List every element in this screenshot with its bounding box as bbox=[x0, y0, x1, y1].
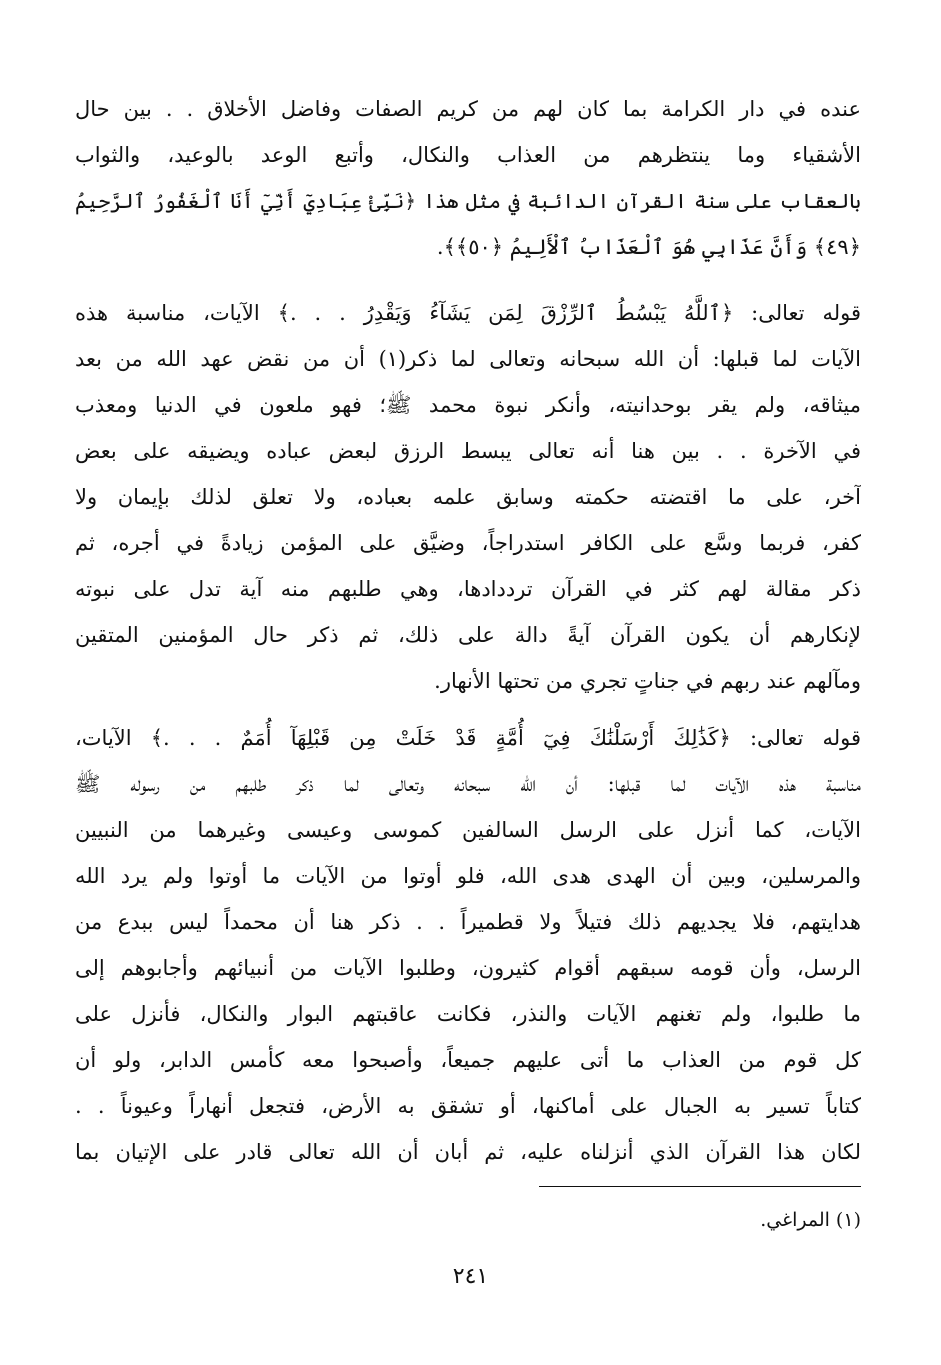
text-line: لإنكارهم أن يكون القرآن آيةً دالة على ذلك، ثم ذكر حال المؤمنين المتقين bbox=[75, 623, 861, 647]
text-line: الآيات لما قبلها: أن الله سبحانه وتعالى لما ذكر(١) أن من نقض عهد الله من بعد bbox=[75, 347, 861, 371]
text-line: قوله تعالى: ﴿كَذَٰلِكَ أَرْسَلْنَٰكَ فِيٓ أُمَّةٍ قَدْ خَلَتْ مِن قَبْلِهَآ أُمَمٌ . . .﴾ الآيات، bbox=[75, 726, 861, 750]
text-line: كل قوم من العذاب ما أتى عليهم جميعاً، وأصبحوا معه كأمس الدابر، ولو أن bbox=[75, 1048, 861, 1072]
text-line: لكان هذا القرآن الذي أنزلناه عليه، ثم أبان أن الله تعالى قادر على الإتيان بما bbox=[75, 1140, 861, 1164]
text-line: مناسبة هذه الآيات لما قبلها: أن الله سبحانه وتعالى لما ذكر طلبهم من رسوله ﷺ bbox=[75, 772, 861, 796]
footnote-divider bbox=[539, 1186, 861, 1187]
text-line: ومآلهم عند ربهم في جناتٍ تجري من تحتها الأنهار. bbox=[434, 669, 861, 693]
paragraph-3 bbox=[75, 715, 861, 1175]
paragraph-1 bbox=[75, 86, 861, 270]
text-line: ميثاقه، ولم يقر بوحدانيته، وأنكر نبوة محمد ﷺ؛ فهو ملعون في الدنيا ومعذب bbox=[75, 393, 861, 417]
text-line: كتاباً تسير به الجبال على أماكنها، أو تشقق به الأرض، فتجعل أنهاراً وعيوناً . . bbox=[75, 1094, 861, 1118]
text-line: في الآخرة . . بين هنا أنه تعالى يبسط الرزق لبعض عباده ويضيقه على بعض bbox=[75, 439, 861, 463]
text-line: بالعقاب على سنة القرآن الدائبة في مثل هذا ﴿نَبِّئْ عِبَادِيٓ أَنِّيٓ أَنَا ٱلْغَفُورُ ٱلرَّحِيمُ bbox=[75, 189, 861, 213]
text-line: عنده في دار الكرامة بما كان لهم من كريم الصفات وفاضل الأخلاق . . بين حال bbox=[75, 97, 861, 121]
text-line: الآيات، كما أنزل على الرسل السالفين كموسى وعيسى وغيرهما من النبيين bbox=[75, 818, 861, 842]
text-line: هدايتهم، فلا يجديهم ذلك فتيلاً ولا قطميراً . . ذكر هنا أن محمداً ليس ببدع من bbox=[75, 910, 861, 934]
page-number: ٢٤١ bbox=[452, 1264, 489, 1289]
text-line: قوله تعالى: ﴿ٱللَّهُ يَبْسُطُ ٱلرِّزْقَ لِمَن يَشَآءُ وَيَقْدِرُ . . .﴾ الآيات، مناسبة هذه bbox=[75, 301, 861, 325]
text-line: ما طلبوا، ولم تغنهم الآيات والنذر، فكانت عاقبتهم البوار والنكال، فأنزل على bbox=[75, 1002, 861, 1026]
text-line: الأشقياء وما ينتظرهم من العذاب والنكال، وأتبع الوعد بالوعيد، والثواب bbox=[75, 143, 861, 167]
text-line: الرسل، وأن قومه سبقهم أقوام كثيرون، وطلبوا الآيات من أنبيائهم وأجابوهم إلى bbox=[75, 956, 861, 980]
paragraph-2 bbox=[75, 290, 861, 704]
text-line: ﴿٤٩﴾ وَأَنَّ عَذَابِي هُوَ ٱلْعَذَابُ ٱلْأَلِيمُ ﴿٥٠﴾﴾. bbox=[436, 235, 861, 259]
footnote: (١) المراغي. bbox=[760, 1209, 861, 1231]
text-line: آخر، على ما اقتضته حكمته وسابق علمه بعباده، ولا تعلق لذلك بإيمان ولا bbox=[75, 485, 861, 509]
text-line: كفر، فربما وسَّع على الكافر استدراجاً، وضيَّق على المؤمن زيادةً في أجره، ثم bbox=[75, 531, 861, 555]
text-line: ذكر مقالة لهم كثر في القرآن ترددادها، وهي طلبهم منه آية تدل على نبوته bbox=[75, 577, 861, 601]
text-line: والمرسلين، وبين أن الهدى هدى الله، فلو أوتوا من الآيات ما أوتوا ولم يرد الله bbox=[75, 864, 861, 888]
